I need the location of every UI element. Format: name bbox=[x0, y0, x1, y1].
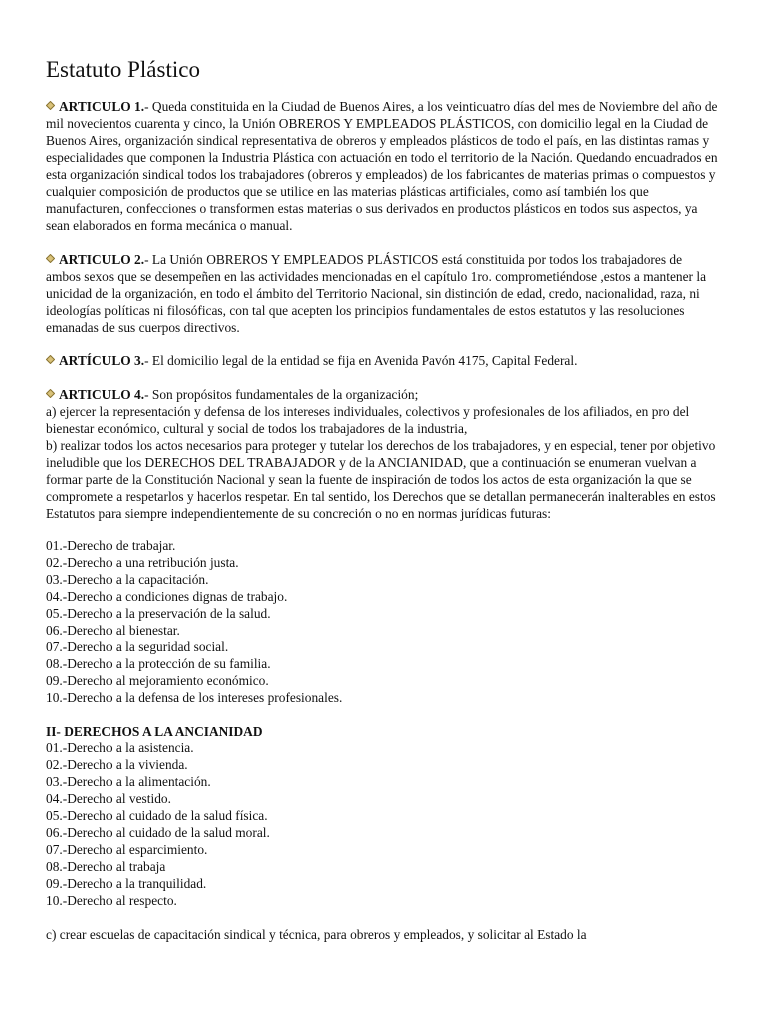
list-item: 01.-Derecho a la asistencia. bbox=[46, 740, 194, 756]
article-intro: - Son propósitos fundamentales de la organización; bbox=[144, 386, 419, 402]
article-4-paragraph-b: b) realizar todos los actos necesarios para proteger y tutelar los derechos de los trabajadores, y en especial, tener por objetivo ineludible que los DERECHOS DEL TRABAJADOR y de la ANCIANIDAD, que a continuación se enumeran vuelvan a formar parte de la Constitución Nacional y sean la fuente de inspiración de todos los actos de esta organización la que se compromete a respetarlos y hacerlos respetar. En tal sentido, los Derechos que se detallan permanecerán inalterables en estos Estatutos para siempre independientemente de su concreción o no en normas jurídicas futuras: bbox=[46, 437, 716, 521]
list-item: 04.-Derecho al vestido. bbox=[46, 791, 171, 807]
trailing-paragraph: c) crear escuelas de capacitación sindical y técnica, para obreros y empleados, y solicitar al Estado la bbox=[46, 927, 587, 943]
list-item: 05.-Derecho a la preservación de la salud. bbox=[46, 605, 271, 621]
elderly-rights-list bbox=[46, 724, 718, 910]
list-item: 08.-Derecho a la protección de su familia. bbox=[46, 656, 271, 672]
article-4-paragraph-a: a) ejercer la representación y defensa de los intereses individuales, colectivos y profesionales de los afiliados, en pro del bienestar económico, cultural y social de todos los trabajadores de la industria, bbox=[46, 403, 690, 436]
list-item: 10.-Derecho al respecto. bbox=[46, 892, 177, 908]
list-item: 06.-Derecho al cuidado de la salud moral. bbox=[46, 825, 270, 840]
article-3 bbox=[46, 352, 718, 369]
list-item: 04.-Derecho a condiciones dignas de trabajo. bbox=[46, 588, 288, 604]
diamond-bullet-icon bbox=[46, 389, 55, 398]
list-item: 07.-Derecho a la seguridad social. bbox=[46, 639, 229, 655]
list-item: 02.-Derecho a la vivienda. bbox=[46, 757, 188, 773]
article-4 bbox=[46, 386, 718, 522]
list-item: 03.-Derecho a la capacitación. bbox=[46, 571, 209, 587]
article-text: - El domicilio legal de la entidad se fija en Avenida Pavón 4175, Capital Federal. bbox=[144, 353, 578, 368]
list-item: 08.-Derecho al trabaja bbox=[46, 858, 166, 874]
article-heading: ARTICULO 4. bbox=[59, 386, 145, 402]
article-heading: ARTÍCULO 3. bbox=[59, 353, 145, 368]
list-item: 10.-Derecho a la defensa de los intereses profesionales. bbox=[46, 690, 343, 706]
article-1 bbox=[46, 98, 718, 234]
article-heading: ARTICULO 2. bbox=[59, 251, 145, 267]
diamond-bullet-icon bbox=[46, 254, 55, 263]
list-item: 09.-Derecho al mejoramiento económico. bbox=[46, 673, 269, 689]
page-title: Estatuto Plástico bbox=[46, 57, 200, 82]
section-heading: II- DERECHOS A LA ANCIANIDAD bbox=[46, 723, 263, 739]
list-item: 01.-Derecho de trabajar. bbox=[46, 538, 176, 553]
list-item: 07.-Derecho al esparcimiento. bbox=[46, 841, 208, 857]
list-item: 02.-Derecho a una retribución justa. bbox=[46, 554, 239, 570]
article-text: - La Unión OBREROS Y EMPLEADOS PLÁSTICOS está constituida por todos los trabajadores de ambos sexos que se desempeñen en las actividades mencionadas en el capítulo 1ro. comprometiéndose ,estos a mantener la unicidad de la organización, en todo el ámbito del Territorio Nacional, sin distinción de edad, credo, nacionalidad, raza, ni ideologías políticas ni filosóficas, con tal que acepten los principios fundamentales de estos estatutos y las resoluciones emanadas de sus cuerpos directivos. bbox=[46, 251, 707, 335]
worker-rights-list bbox=[46, 538, 718, 707]
list-item: 09.-Derecho a la tranquilidad. bbox=[46, 875, 207, 891]
document-page bbox=[46, 56, 718, 943]
list-item: 06.-Derecho al bienestar. bbox=[46, 622, 180, 638]
article-2 bbox=[46, 251, 718, 336]
list-item: 03.-Derecho a la alimentación. bbox=[46, 774, 211, 790]
article-heading: ARTICULO 1. bbox=[59, 99, 145, 114]
diamond-bullet-icon bbox=[46, 355, 55, 364]
article-text: - Queda constituida en la Ciudad de Buenos Aires, a los veinticuatro días del mes de Noviembre del año de mil novecientos cuarenta y cinco, la Unión OBREROS Y EMPLEADOS PLÁSTICOS, con domicilio legal en la Ciudad de Buenos Aires, organización sindical representativa de obreros y empleados plásticos de todo el país, en las distintas ramas y especialidades que componen la Industria Plástica con actuación en todo el territorio de la Nación. Quedando encuadrados en esta organización sindical todos los trabajadores (obreros y empleados) de los fabricantes de materias primas o compuestos y cualquier composición de productos que se utilice en las materias plásticas artificiales, como así también los que manufacturen, confecciones o transformen estas materias o sus derivados en productos plásticos en todos sus aspectos, ya sean elaborados en forma mecánica o manual. bbox=[46, 99, 718, 233]
list-item: 05.-Derecho al cuidado de la salud física. bbox=[46, 808, 268, 824]
diamond-bullet-icon bbox=[46, 101, 55, 110]
